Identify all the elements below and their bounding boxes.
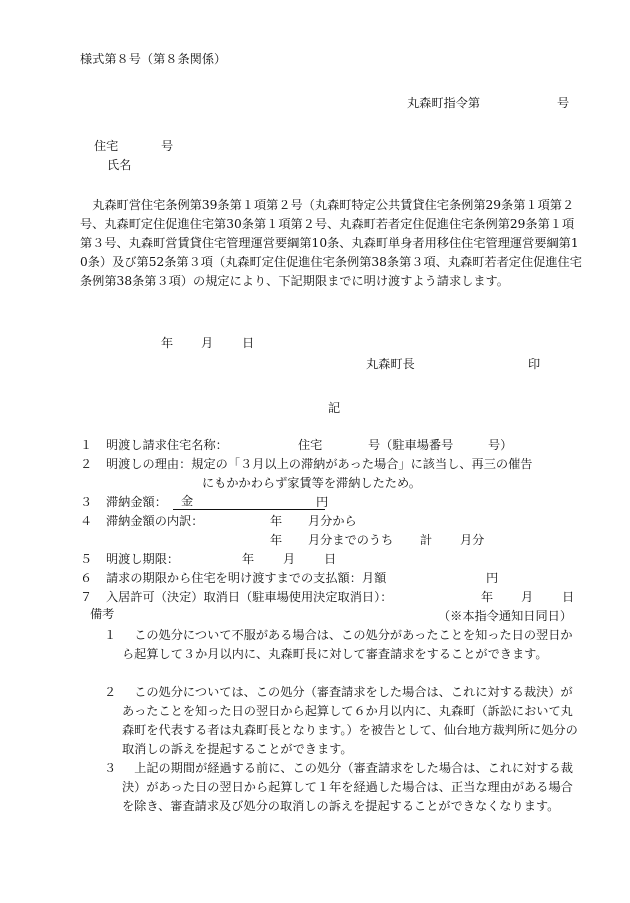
remark-number: １ [104,628,117,642]
item-value: 円 [486,571,499,585]
date-month: 月 [201,336,214,350]
date-day: 日 [242,336,255,350]
item-value: 年 [242,552,255,566]
issuer-ref-prefix: 丸森町指令第 [407,96,481,110]
item-value: 住宅 [298,438,323,452]
item-value: 年 [270,533,283,547]
item-continuation: にもかかわらず家賃等を滞納したため。 [202,476,421,490]
item-value: 金 [181,494,194,508]
item-number: ２ [80,457,93,471]
remark-text: 上記の期間が経過する前に、この処分（審査請求をした場合は、これに対する裁決）があった日の翌日から起算して１年を経過した場合は、正当な理由がある場合を除き、審査請求及び処分の取消しの訴えを提起することができなくなります。 [122,761,573,813]
remark-number: ３ [104,761,117,775]
date-year: 年 [161,336,174,350]
item-label: 入居許可（決定）取消日（駐車場使用決定取消日）： [106,590,393,604]
amount-underline [173,493,325,510]
item-label: 明渡し請求住宅名称： [106,438,228,452]
item-label: 滞納金額： [106,495,167,509]
recipient-address-label: 住宅 [94,139,119,153]
item-label: 明渡し期限： [106,552,180,566]
item-value: 年 [270,514,283,528]
item-value: 月分までのうち [308,533,394,547]
item-value: 号） [488,438,513,452]
item-number: ４ [80,514,93,528]
item-value: 月分 [460,533,485,547]
item-value: 日 [324,552,337,566]
item-label: 明渡しの理由：規定の「３月以上の滞納があった場合」に該当し、再三の催告 [106,457,533,471]
remarks-title: 備考 [90,607,115,621]
item-value: 日 [562,590,575,604]
item-value: 月 [521,590,534,604]
seal-mark: 印 [528,357,541,371]
recipient-address-suffix: 号 [161,139,174,153]
item-label: 滞納金額の内訳： [106,514,204,528]
item-value: 月 [283,552,296,566]
remark-text: この処分については、この処分（審査請求をした場合は、これに対する裁決）があったことを知った日の翌日から起算して６か月以内に、丸森町（訴訟において丸森町を代表する者は丸森町長となります。）を被告として、仙台地方裁判所に処分の取消しの訴えを提起することができます。 [122,685,578,756]
item-number: １ [80,438,93,452]
item-value: 円 [316,495,329,509]
item-note: （※本指令通知日同日） [438,609,573,623]
item-number: ６ [80,571,93,585]
signature-title: 丸森町長 [366,357,415,371]
form-label: 様式第８号（第８条関係） [80,52,227,66]
item-number: ３ [80,495,93,509]
item-number: ７ [80,590,93,604]
item-value: 号（駐車場番号 [368,438,454,452]
item-label: 請求の期限から住宅を明け渡すまでの支払額：月額 [106,571,387,585]
item-number: ５ [80,552,93,566]
issuer-ref-suffix: 号 [557,96,570,110]
item-value: 計 [420,533,433,547]
remark-text: この処分について不服がある場合は、この処分があったことを知った日の翌日から起算して３か月以内に、丸森町長に対して審査請求をすることができます。 [122,628,573,661]
item-value: 月分から [308,514,357,528]
remark-number: ２ [104,685,117,699]
item-value: 年 [481,590,494,604]
body-text: 丸森町営住宅条例第39条第１項第２号（丸森町特定公共賃貸住宅条例第29条第１項第２号、丸森町定住促進住宅第30条第１項第２号、丸森町若者定住促進住宅条例第29条第１項第３号、丸森町営賃貸住宅管理運営要綱第10条、丸森町単身者用移住住宅管理運営要綱第10条）及び第52条第３項（丸森町定住促進住宅条例第38条第３項、丸森町若者定住促進住宅条例第38条第３項）の規定により、下記期限までに明け渡すよう請求します。 [80,198,582,288]
recipient-name-label: 氏名 [107,158,132,172]
ki-heading: 記 [328,401,341,415]
